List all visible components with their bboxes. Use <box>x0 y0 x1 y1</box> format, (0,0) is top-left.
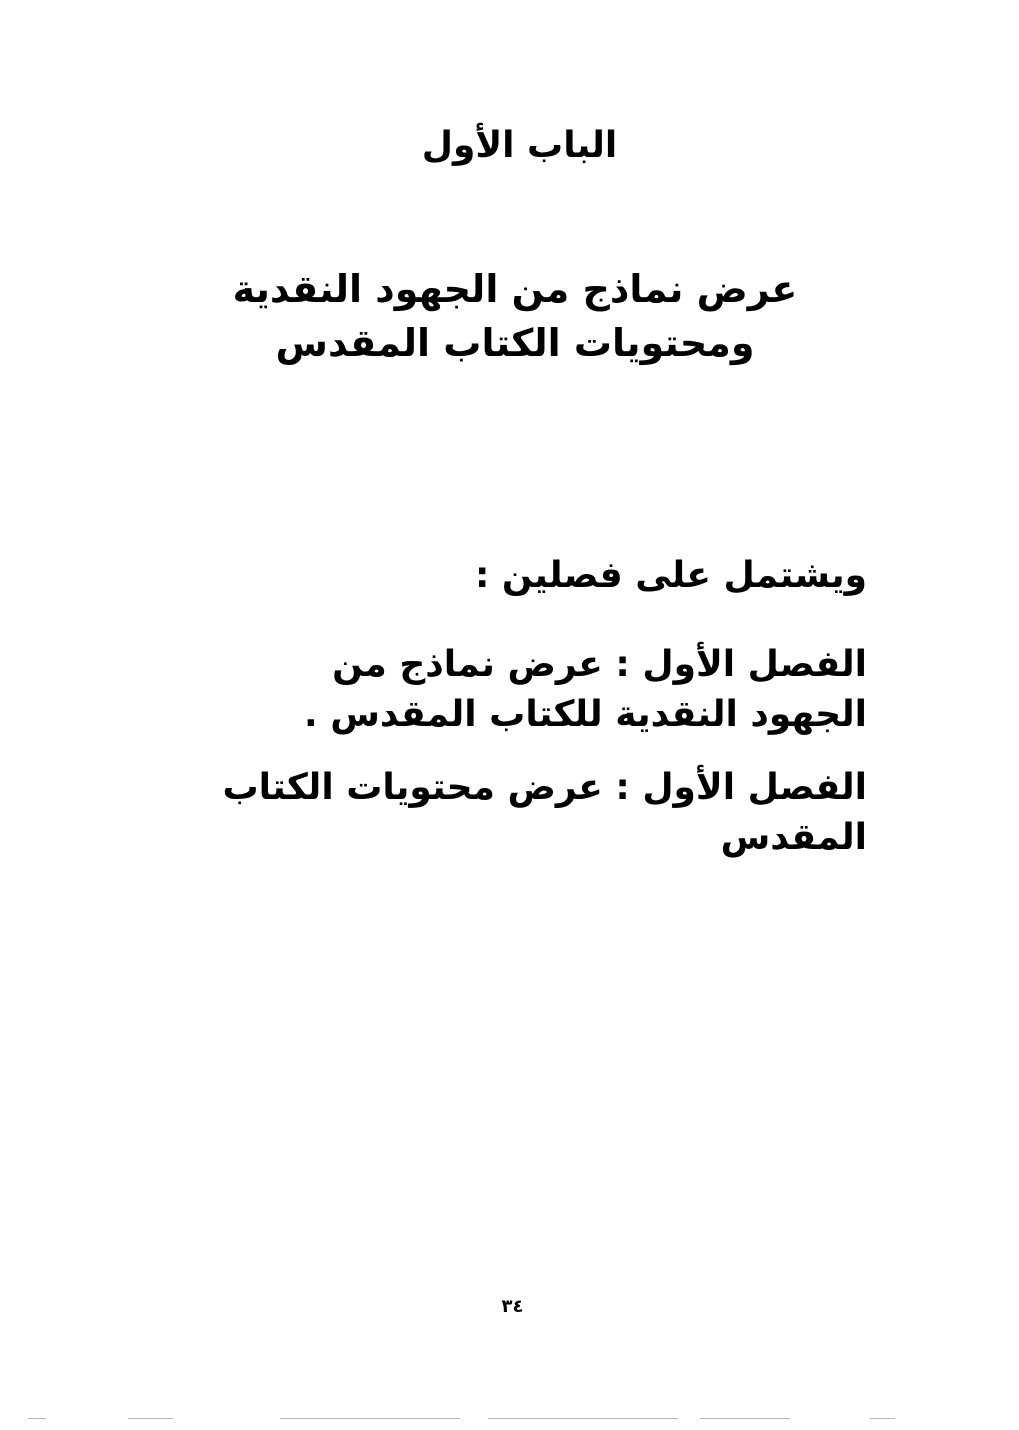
scan-artifact-line <box>128 1418 173 1419</box>
part-title: الباب الأول <box>421 125 618 166</box>
main-title: عرض نماذج من الجهود النقدية ومحتويات الكتاب المقدس <box>232 267 798 365</box>
chapter-entry-2: الفصل الأول : عرض محتويات الكتاب المقدس <box>222 767 867 858</box>
scan-artifact-line <box>280 1418 460 1419</box>
contents-intro: ويشتمل على فصلين : <box>474 555 867 596</box>
scan-artifact-line <box>700 1418 790 1419</box>
scan-artifact-line <box>488 1418 678 1419</box>
chapter-entry-1: الفصل الأول : عرض نماذج من الجهود النقدية للكتاب المقدس . <box>304 644 867 735</box>
page-number: ٣٤ <box>501 1296 524 1317</box>
scan-artifact-line <box>870 1418 895 1419</box>
scan-artifact-line <box>28 1418 46 1419</box>
